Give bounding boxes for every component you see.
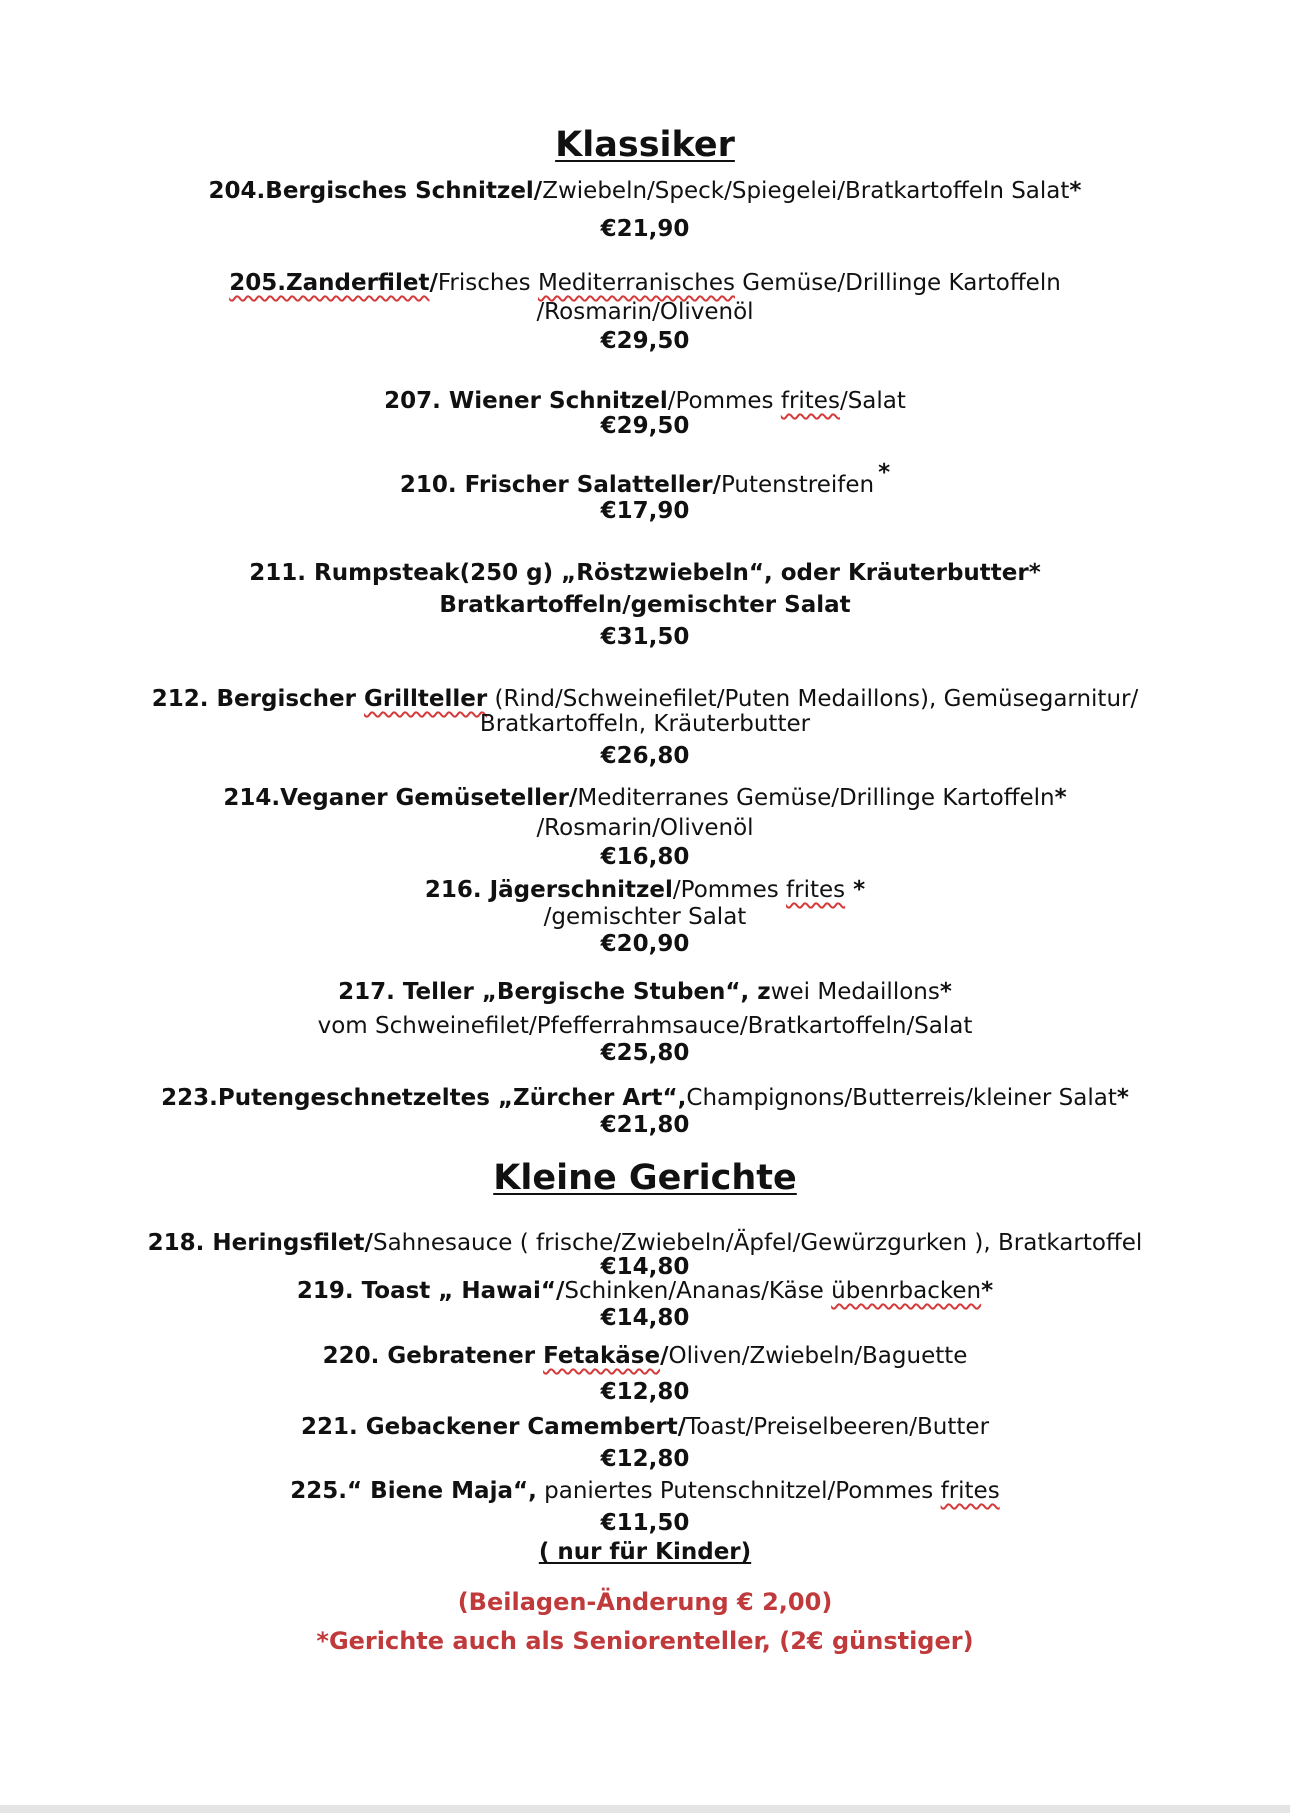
senior-marker: * [1054, 785, 1067, 811]
menu-item-217 [0, 977, 1290, 1007]
menu-item-204 [0, 176, 1290, 206]
menu-item-205 [0, 268, 1290, 298]
item-name: 217. Teller „Bergische Stuben“, z [338, 979, 771, 1005]
item-name: 225.“ Biene Maja“, [290, 1478, 537, 1504]
page-edge [0, 1805, 1290, 1813]
item-name-misspelled: Fetakäse [543, 1343, 661, 1369]
item-description: /Pommes [667, 388, 781, 414]
item-description: paniertes Putenschnitzel/Pommes [536, 1478, 941, 1504]
menu-item-211: 211. Rumpsteak(250 g) „Röstzwiebeln“, oder Kräuterbutter* [249, 560, 1041, 586]
item-name: 223.Putengeschnetzeltes „Zürcher Art“, [161, 1085, 687, 1111]
item-description: Champignons/Butterreis/kleiner Salat [686, 1085, 1117, 1111]
item-description-211-line2: Bratkartoffeln/gemischter Salat [439, 592, 851, 618]
item-description-rest: /Salat [839, 388, 906, 414]
item-name: 220. Gebratener [322, 1343, 544, 1369]
item-description: (Rind/Schweinefilet/Puten Medaillons), Gemüsegarnitur/ [487, 686, 1139, 712]
item-name: 205.Zanderfilet [229, 270, 430, 296]
item-description-214-line2: /Rosmarin/Olivenöl [536, 815, 754, 841]
menu-item-220 [0, 1341, 1290, 1371]
item-description-rest: Gemüse/Drillinge Kartoffeln [735, 270, 1061, 296]
item-price-225: €11,50 [600, 1510, 690, 1536]
item-description-212-line2: Bratkartoffeln, Kräuterbutter [479, 711, 811, 737]
item-name-slash: / [660, 1343, 669, 1369]
item-name: 207. Wiener Schnitzel [384, 388, 668, 414]
item-price-218: €14,80 [600, 1254, 690, 1280]
item-price-214: €16,80 [600, 844, 690, 870]
item-description: Putenstreifen [720, 472, 875, 498]
item-price-211: €31,50 [600, 624, 690, 650]
item-name-misspelled: Grillteller [363, 686, 488, 712]
item-price-220: €12,80 [600, 1379, 690, 1405]
item-price-204: €21,90 [600, 216, 690, 242]
item-description: Zwiebeln/Speck/Spiegelei/Bratkartoffeln Salat [542, 178, 1070, 204]
item-price-216: €20,90 [600, 931, 690, 957]
item-description: Mediterranes Gemüse/Drillinge Kartoffeln [577, 785, 1055, 811]
item-name: 214.Veganer Gemüseteller/ [223, 785, 578, 811]
item-price-205: €29,50 [600, 328, 690, 354]
item-price-221: €12,80 [600, 1446, 690, 1472]
item-description: Oliven/Zwiebeln/Baguette [668, 1343, 968, 1369]
section-title-klassiker: Klassiker [555, 125, 735, 165]
item-price-217: €25,80 [600, 1040, 690, 1066]
senior-marker: * [1069, 178, 1082, 204]
item-price-210: €17,90 [600, 498, 690, 524]
menu-item-223 [0, 1083, 1290, 1113]
senior-plate-note: *Gerichte auch als Seniorenteller, (2€ günstiger) [316, 1627, 974, 1655]
item-name: 204.Bergisches Schnitzel/ [208, 178, 543, 204]
item-description-misspelled: frites [780, 388, 840, 414]
item-name-slash: / [429, 270, 438, 296]
item-description: Toast/Preiselbeeren/Butter [686, 1414, 990, 1440]
item-description: /Pommes [672, 877, 787, 903]
menu-item-225 [0, 1476, 1290, 1506]
item-name: 221. Gebackener Camembert/ [300, 1414, 687, 1440]
item-description-205-line2: /Rosmarin/Olivenöl [536, 299, 754, 325]
item-name: 216. Jägerschnitzel [424, 877, 673, 903]
item-description-misspelled: frites [940, 1478, 1000, 1504]
item-description-216-line2: /gemischter Salat [543, 904, 747, 930]
senior-marker: * [1116, 1085, 1129, 1111]
item-name: 210. Frischer Salatteller/ [399, 472, 721, 498]
item-description-217-line2: vom Schweinefilet/Pfefferrahmsauce/Bratkartoffeln/Salat [317, 1013, 973, 1039]
menu-item-214 [0, 783, 1290, 813]
item-description-misspelled: frites [786, 877, 846, 903]
menu-item-221 [0, 1412, 1290, 1442]
item-description-misspelled: Mediterranisches [537, 270, 735, 296]
item-price-219: €14,80 [600, 1305, 690, 1331]
item-description: Sahnesauce ( frische/Zwiebeln/Äpfel/Gewürzgurken ), Bratkartoffel [372, 1230, 1143, 1256]
menu-item-219 [0, 1276, 1290, 1306]
item-price-212: €26,80 [600, 743, 690, 769]
side-dish-change-note: (Beilagen-Änderung € 2,00) [457, 1588, 833, 1616]
item-description-misspelled: übenrbacken [831, 1278, 982, 1304]
item-description: Frisches [437, 270, 538, 296]
item-name: 218. Heringsfilet/ [147, 1230, 373, 1256]
item-price-223: €21,80 [600, 1112, 690, 1138]
kids-only-note: ( nur für Kinder) [538, 1539, 752, 1565]
item-description: Schinken/Ananas/Käse [564, 1278, 832, 1304]
senior-marker: * [939, 979, 952, 1005]
section-title-kleine-gerichte: Kleine Gerichte [493, 1158, 797, 1198]
senior-marker: * [878, 460, 891, 486]
item-description: wei Medaillons [770, 979, 940, 1005]
senior-marker: * [853, 877, 866, 903]
menu-item-216 [0, 875, 1290, 905]
item-name: 212. Bergischer [151, 686, 364, 712]
senior-marker: * [981, 1278, 994, 1304]
item-price-207: €29,50 [600, 413, 690, 439]
item-name: 219. Toast „ Hawai“/ [296, 1278, 565, 1304]
